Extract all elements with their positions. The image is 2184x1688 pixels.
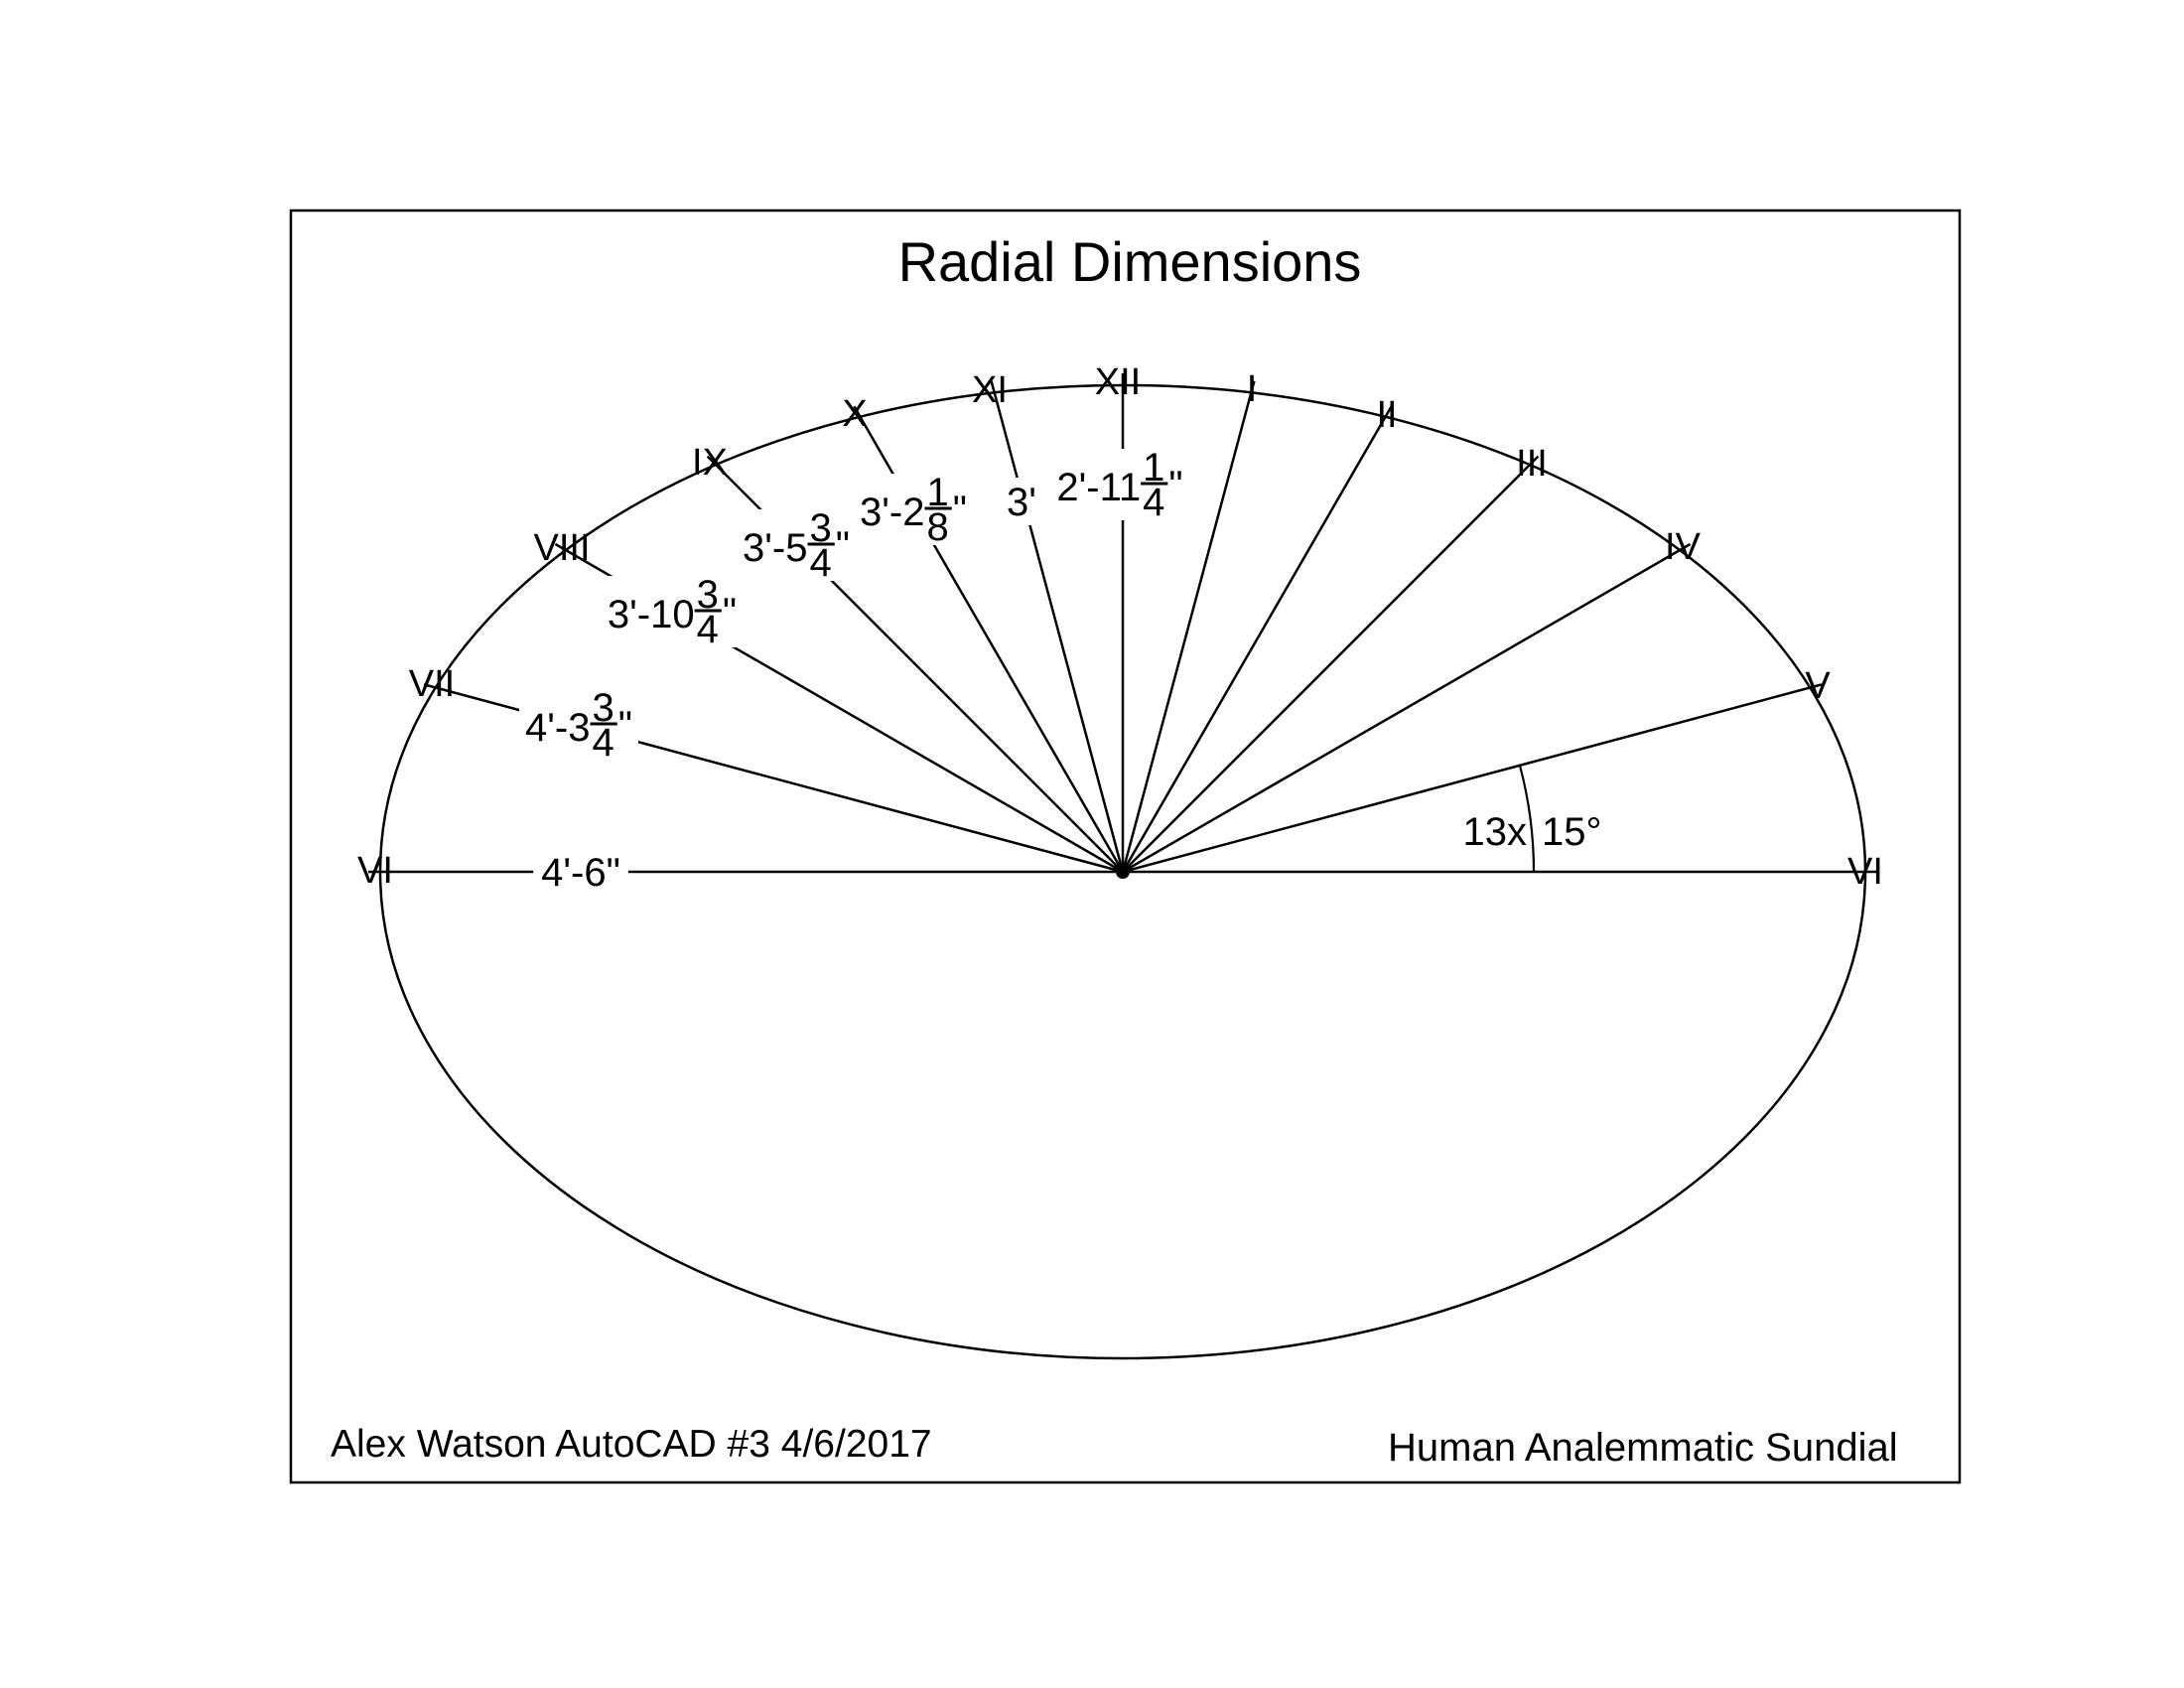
- dimension-value-text: 3': [1007, 481, 1036, 524]
- dimension-label-180: [533, 848, 628, 896]
- hour-numeral-X-120: X: [842, 393, 868, 435]
- hour-numeral-I-75: I: [1246, 368, 1258, 410]
- fraction-numerator-text: 3: [592, 686, 614, 730]
- hour-numeral-XII-90: XII: [1094, 361, 1142, 403]
- dimension-suffix-text: ": [617, 704, 632, 748]
- hour-numeral-VI-180: VI: [357, 850, 393, 892]
- fraction-numerator-text: 1: [926, 471, 949, 514]
- dimension-suffix-text: ": [722, 591, 738, 634]
- dimension-suffix-text: ": [952, 489, 967, 532]
- dimension-main-text: 3'-10: [607, 593, 695, 636]
- hour-numeral-VII-165: VII: [408, 663, 456, 705]
- hour-numeral-III-45: III: [1516, 443, 1548, 485]
- hour-numeral-IX-135: IX: [692, 442, 728, 484]
- footer-subject-text: Human Analemmatic Sundial: [1388, 1426, 1898, 1470]
- dimension-main-text: 3'-2: [860, 491, 925, 534]
- dimension-main-text: 4'-3: [525, 706, 591, 750]
- fraction-numerator-text: 1: [1143, 446, 1165, 490]
- fraction-numerator-text: 3: [809, 506, 832, 550]
- hour-numeral-IV-30: IV: [1665, 526, 1701, 568]
- dimension-main-text: 2'-11: [1056, 466, 1142, 509]
- fraction-numerator-text: 3: [696, 573, 719, 617]
- dimension-main-text: 3'-5: [743, 526, 808, 570]
- hour-numeral-XI-105: XI: [972, 369, 1008, 411]
- angle-degrees-label: 15°: [1542, 810, 1602, 854]
- center-point-dot: [1116, 865, 1130, 879]
- fraction-denominator-text: 4: [592, 721, 614, 765]
- footer-author-text: Alex Watson AutoCAD #3 4/6/2017: [331, 1423, 932, 1466]
- fraction-denominator-text: 4: [1143, 481, 1165, 524]
- dimension-label-120: [854, 471, 973, 549]
- dimension-label-150: [602, 573, 743, 651]
- fraction-denominator-text: 4: [809, 541, 832, 585]
- hour-numeral-V-15: V: [1805, 665, 1831, 707]
- dimension-suffix-text: ": [835, 524, 850, 568]
- dimension-label-165: [519, 686, 638, 765]
- dimension-value-text: 4'-6": [541, 851, 620, 895]
- dimension-label-105: [999, 478, 1044, 525]
- page-title: Radial Dimensions: [897, 230, 1362, 293]
- dimension-label-90: [1050, 446, 1188, 524]
- hour-numeral-II-60: II: [1376, 394, 1398, 436]
- hour-numeral-VIII-150: VIII: [533, 527, 591, 569]
- hour-numeral-VI-0: VI: [1847, 851, 1883, 893]
- dimension-suffix-text: ": [1168, 464, 1183, 507]
- angle-count-label: 13x: [1462, 810, 1527, 854]
- fraction-denominator-text: 8: [926, 505, 949, 549]
- fraction-denominator-text: 4: [696, 608, 719, 651]
- dimension-label-135: [737, 506, 856, 585]
